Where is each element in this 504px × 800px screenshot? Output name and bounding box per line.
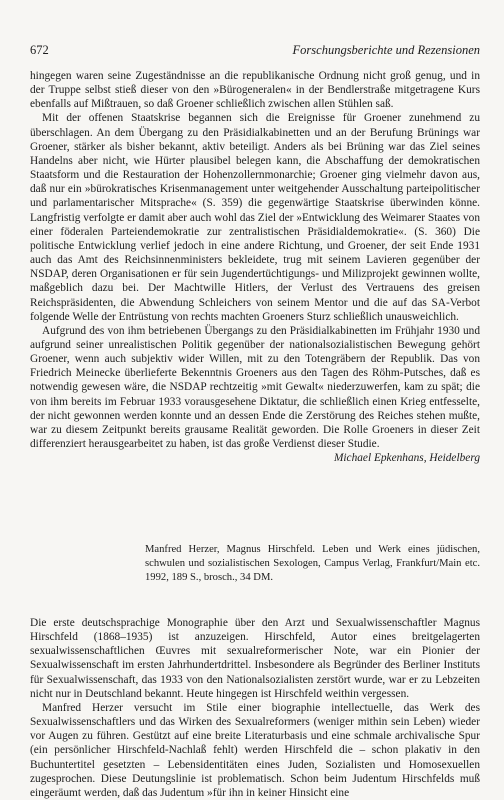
review-hirschfeld: [30, 616, 480, 800]
paragraph: hingegen waren seine Zugeständnisse an die republikanische Ordnung nicht groß genug, und in der Truppe selbst stieß dieser von den »Bürogeneralen« in der Bendlerstraße mitgetragene Kurs ebenfalls auf Mißtrauen, so daß Groener schließlich zwischen allen Stühlen saß.: [30, 70, 480, 111]
paragraph: Mit der offenen Staatskrise begannen sich die Ereignisse für Groener zunehmend zu überschlagen. An dem Übergang zu den Präsidialkabinetten und an der Berufung Brünings war Groener, stärker als bisher bekannt, aktiv beteiligt. Anders als bei Brüning war das Ziel seines Handelns aber nicht, wie Hürter plausibel belegen kann, die Abschaffung der demokratischen Staatsform und die Restauration der Hohenzollernmonarchie; Groener ging vielmehr davon aus, daß nur ein »bürokratisches Krisenmanagement unter weitgehender Ausschaltung parteipolitischer und parlamentarischer Mitsprache« (S. 359) die gegenwärtige Staatskrise überwinden könne. Langfristig verfolgte er damit aber auch wohl das Ziel der »Entwicklung des Weimarer Staates von einer föderalen Parteiendemokratie zur zentralistischen Präsidialdemokratie«. (S. 360) Die politische Entwicklung verlief jedoch in eine andere Richtung, und Groener, der seit Ende 1931 auch das Amt des Reichsinnenministers bekleidete, trug mit seinem Lavieren gegenüber der NSDAP, deren Organisationen er für sein Jugendertüchtigungs- und Milizprojekt gewinnen wollte, maßgeblich dazu bei. Der Machtwille Hitlers, der Verlust des Vertrauens des greisen Reichspräsidenten, die Abwendung Schleichers von seinem Mentor und die auf das SA-Verbot folgende Welle der Entrüstung von rechts machten Groeners Sturz schließlich unausweichlich.: [30, 112, 480, 323]
paragraph: Die erste deutschsprachige Monographie über den Arzt und Sexualwissenschaftler Magnus Hirschfeld (1868–1935) ist anzuzeigen. Hirschfeld, Autor eines breitgelagerten sexualwissenschaftlichen Œuvres mit sexualreformerischer Note, war ein Pionier der Sexualwissenschaft im ersten Jahrhundertdrittel. Insbesondere als Begründer des Berliner Instituts für Sexualwissenschaft, das 1933 von den Nationalsozialisten zerstört wurde, war er zu Lebzeiten nicht nur in Deutschland bekannt. Heute hingegen ist Hirschfeld weithin vergessen.: [30, 617, 480, 700]
running-head: [30, 42, 480, 58]
review-epkenhans: [30, 69, 480, 465]
section-title: Forschungsberichte und Rezensionen: [292, 43, 480, 57]
paragraph: Manfred Herzer versucht im Stile einer biographie intellectuelle, das Werk des Sexualwissenschaftlers und das Wirken des Sexualreformers (weniger mithin sein Leben) wieder vor Augen zu führen. Gestützt auf eine breite Literaturbasis und eine schmale archivalische Spur (ein persönlicher Hirschfeld-Nachlaß fehlt) werden Hirschfeld die – schon plakativ in den Buchuntertitel gesetzten – Lebensidentitäten eines Juden, Sozialisten und Homosexuellen zugesprochen. Diese Deutungslinie ist problematisch. Schon beim Judentum Hirschfelds muß eingeräumt werden, daß das Judentum »für ihn in keiner Hinsicht eine: [30, 701, 480, 799]
paragraph-text: Aufgrund des von ihm betriebenen Übergangs zu den Präsidialkabinetten im Frühjahr 1930 und aufgrund seiner unrealistischen Politik gegenüber der nationalsozialistischen Bewegung gehört Groener, wenn auch subjektiv wider Willen, mit zu den Totengräbern der Republik. Das von Friedrich Meinecke überlieferte Bekenntnis Groeners aus den Tagen des Röhm-Putsches, daß es notwendig gewesen wäre, die NSDAP rechtzeitig »mit Gewalt« niederzuwerfen, kam zu spät; die von ihm bereits im Februar 1933 vorausgesehene Diktatur, die schließlich einen Krieg entfesselte, der nicht gewonnen werden konnte und an dessen Ende die Zerstörung des Reiches stehen mußte, war zu diesem Zeitpunkt bereits grausame Realität geworden. Die Rolle Groeners in dieser Zeit differenziert herausgearbeitet zu haben, ist das große Verdienst dieser Studie.: [30, 324, 480, 451]
page-number: 672: [30, 43, 49, 57]
paragraph-with-signature: [30, 324, 480, 466]
reviewer-signature: Michael Epkenhans, Heidelberg: [333, 452, 480, 465]
bibliographic-entry: Manfred Herzer, Magnus Hirschfeld. Leben und Werk eines jüdischen, schwulen und sozialistischen Sexologen, Campus Verlag, Frankfurt/Main etc. 1992, 189 S., brosch., 34 DM.: [145, 544, 480, 584]
